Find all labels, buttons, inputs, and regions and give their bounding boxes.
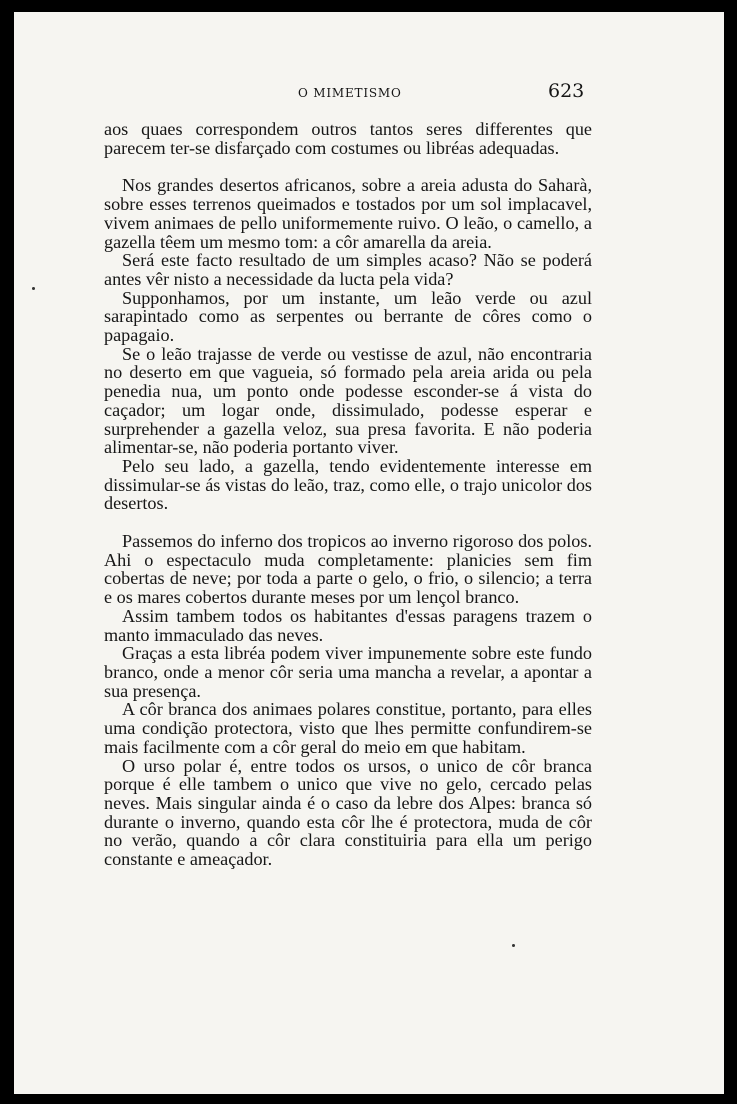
speck xyxy=(32,287,35,290)
body-text xyxy=(104,120,592,869)
paragraph: O urso polar é, entre todos os ursos, o unico de côr branca porque é elle tambem o unico que vive no gelo, cercado pelas neves. Mais singular ainda é o caso da lebre dos Alpes: branca só durante o inverno, quando esta côr lhe é protectora, muda de côr no verão, quando a côr clara constituiria para ella um perigo constante e ameaçador. xyxy=(104,755,592,870)
paragraph: Passemos do inferno dos tropicos ao inverno rigoroso dos polos. Ahi o espectaculo muda completamente: planicies sem fim cobertas de neve; por toda a parte o gelo, o frio, o silencio; a terra e os mares cobertos durante meses por um lençol branco. xyxy=(104,531,592,608)
paragraph: Pelo seu lado, a gazella, tendo evidentemente interesse em dissimular-se ás vistas do leão, traz, como elle, o trajo unicolor dos desertos. xyxy=(104,455,592,514)
speck xyxy=(512,944,515,947)
paragraph: aos quaes correspondem outros tantos seres differentes que parecem ter-se disfarçado com costumes ou libréas adequadas. xyxy=(104,119,592,158)
paragraph: Será este facto resultado de um simples acaso? Não se poderá antes vêr nisto a necessidade da lucta pela vida? xyxy=(104,250,592,289)
paragraph: Se o leão trajasse de verde ou vestisse de azul, não encontraria no deserto em que vagueia, só formado pela areia arida ou pela penedia nua, um ponto onde podesse esconder-se á vista do caçador; um logar onde, dissimulado, podesse esperar e surprehender a gazella veloz, sua presa favorita. E não poderia alimentar-se, não poderia portanto viver. xyxy=(104,343,592,458)
paragraph: A côr branca dos animaes polares constitue, portanto, para elles uma condição protectora, visto que lhes permitte confundirem-se mais facilmente com a côr geral do meio em que habitam. xyxy=(104,699,592,757)
paragraph: Graças a esta libréa podem viver impunemente sobre este fundo branco, onde a menor côr seria uma mancha a revelar, a apontar a sua presença. xyxy=(104,643,592,701)
paragraph: Nos grandes desertos africanos, sobre a areia adusta do Saharà, sobre esses terrenos queimados e tostados por um sol implacavel, vivem animaes de pello uniformemente ruivo. O leão, o camello, a gazella têem um mesmo tom: a côr amarella da areia. xyxy=(104,175,592,252)
page-number: 623 xyxy=(548,80,585,102)
paragraph: Supponhamos, por um instante, um leão verde ou azul sarapintado como as serpentes ou berrante de côres como o papagaio. xyxy=(104,287,592,346)
running-title: O MIMETISMO xyxy=(298,86,402,100)
paragraph: Assim tambem todos os habitantes d'essas paragens trazem o manto immaculado das neves. xyxy=(104,605,592,645)
